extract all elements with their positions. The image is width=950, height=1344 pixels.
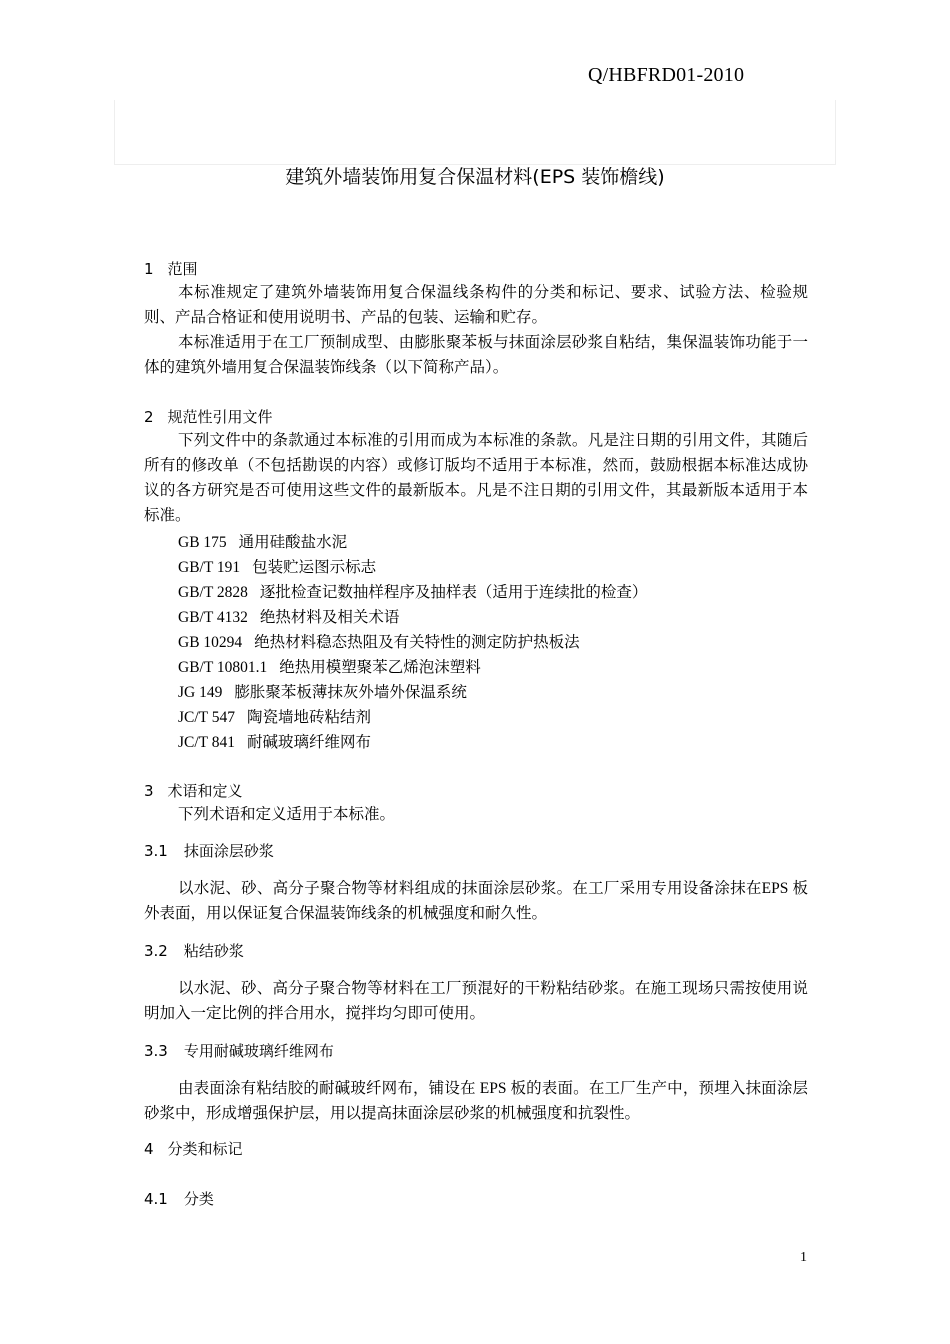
subsection-3-1-heading (144, 840, 274, 861)
subsection-title: 分类 (183, 1190, 214, 1208)
section-number: 4 (144, 1140, 154, 1158)
section-number: 1 (144, 260, 154, 278)
reference-name: 膨胀聚苯板薄抹灰外墙外保温系统 (234, 684, 467, 701)
reference-code: GB 175 (178, 534, 227, 551)
reference-name: 绝热材料及相关术语 (259, 609, 400, 626)
reference-name: 绝热材料稳态热阻及有关特性的测定防护热板法 (254, 634, 580, 651)
section-1-paragraph-2: 本标准适用于在工厂预制成型、由膨胀聚苯板与抹面涂层砂浆自粘结，集保温装饰功能于一体的建筑外墙用复合保温装饰线条（以下简称产品）。 (144, 334, 808, 376)
section-3-paragraph-1: 下列术语和定义适用于本标准。 (178, 806, 396, 823)
reference-item (178, 730, 371, 752)
subsection-number: 4.1 (144, 1190, 168, 1208)
reference-name: 陶瓷墙地砖粘结剂 (247, 709, 372, 726)
reference-item (178, 555, 376, 577)
subsection-3-2-paragraph: 以水泥、砂、高分子聚合物等材料在工厂预混好的干粉粘结砂浆。在施工现场只需按使用说明加入一定比例的拌合用水，搅拌均匀即可使用。 (144, 980, 808, 1022)
reference-item (178, 630, 580, 652)
document-code: Q/HBFRD01-2010 (588, 64, 745, 86)
section-1-paragraph-1: 本标准规定了建筑外墙装饰用复合保温线条构件的分类和标记、要求、试验方法、检验规则、产品合格证和使用说明书、产品的包装、运输和贮存。 (144, 284, 808, 326)
reference-item (178, 530, 347, 552)
reference-name: 绝热用模塑聚苯乙烯泡沫塑料 (279, 659, 481, 676)
section-3-heading (144, 780, 243, 801)
header-frame (114, 100, 836, 165)
section-title: 范围 (167, 260, 198, 278)
subsection-number: 3.1 (144, 842, 168, 860)
subsection-number: 3.2 (144, 942, 168, 960)
section-2-heading (144, 406, 273, 427)
section-2-paragraph-1: 下列文件中的条款通过本标准的引用而成为本标准的条款。凡是注日期的引用文件，其随后所有的修改单（不包括勘误的内容）或修订版均不适用于本标准，然而，鼓励根据本标准达成协议的各方研究是否可使用这些文件的最新版本。凡是不注日期的引用文件，其最新版本适用于本标准。 (144, 432, 808, 524)
reference-item (178, 705, 371, 727)
reference-name: 通用硅酸盐水泥 (238, 534, 348, 551)
section-1-heading (144, 258, 198, 279)
reference-code: JC/T 547 (178, 709, 235, 726)
section-title: 规范性引用文件 (167, 408, 273, 426)
reference-code: GB 10294 (178, 634, 243, 651)
reference-name: 逐批检查记数抽样程序及抽样表（适用于连续批的检查） (259, 584, 648, 601)
section-title: 分类和标记 (167, 1140, 243, 1158)
reference-name: 包装贮运图示标志 (252, 559, 377, 576)
reference-code: GB/T 191 (178, 559, 241, 576)
reference-item (178, 680, 467, 702)
subsection-3-3-paragraph: 由表面涂有粘结胶的耐碱玻纤网布，铺设在 EPS 板的表面。在工厂生产中，预埋入抹面涂层砂浆中，形成增强保护层，用以提高抹面涂层砂浆的机械强度和抗裂性。 (144, 1080, 808, 1122)
reference-code: GB/T 4132 (178, 609, 248, 626)
reference-item (178, 580, 647, 602)
section-number: 3 (144, 782, 154, 800)
subsection-4-1-heading (144, 1188, 214, 1209)
subsection-number: 3.3 (144, 1042, 168, 1060)
section-number: 2 (144, 408, 154, 426)
section-4-heading (144, 1138, 243, 1159)
page-number: 1 (800, 1250, 807, 1265)
reference-code: GB/T 10801.1 (178, 659, 268, 676)
reference-name: 耐碱玻璃纤维网布 (247, 734, 372, 751)
reference-item (178, 605, 399, 627)
section-title: 术语和定义 (167, 782, 243, 800)
reference-code: GB/T 2828 (178, 584, 248, 601)
subsection-3-2-heading (144, 940, 244, 961)
reference-code: JC/T 841 (178, 734, 235, 751)
reference-item (178, 655, 481, 677)
document-title: 建筑外墙装饰用复合保温材料(EPS 装饰檐线) (285, 166, 665, 188)
subsection-title: 抹面涂层砂浆 (183, 842, 274, 860)
reference-code: JG 149 (178, 684, 223, 701)
subsection-title: 专用耐碱玻璃纤维网布 (183, 1042, 334, 1060)
subsection-3-3-heading (144, 1040, 334, 1061)
subsection-3-1-paragraph: 以水泥、砂、高分子聚合物等材料组成的抹面涂层砂浆。在工厂采用专用设备涂抹在EPS 板外表面，用以保证复合保温装饰线条的机械强度和耐久性。 (144, 880, 808, 922)
subsection-title: 粘结砂浆 (183, 942, 244, 960)
